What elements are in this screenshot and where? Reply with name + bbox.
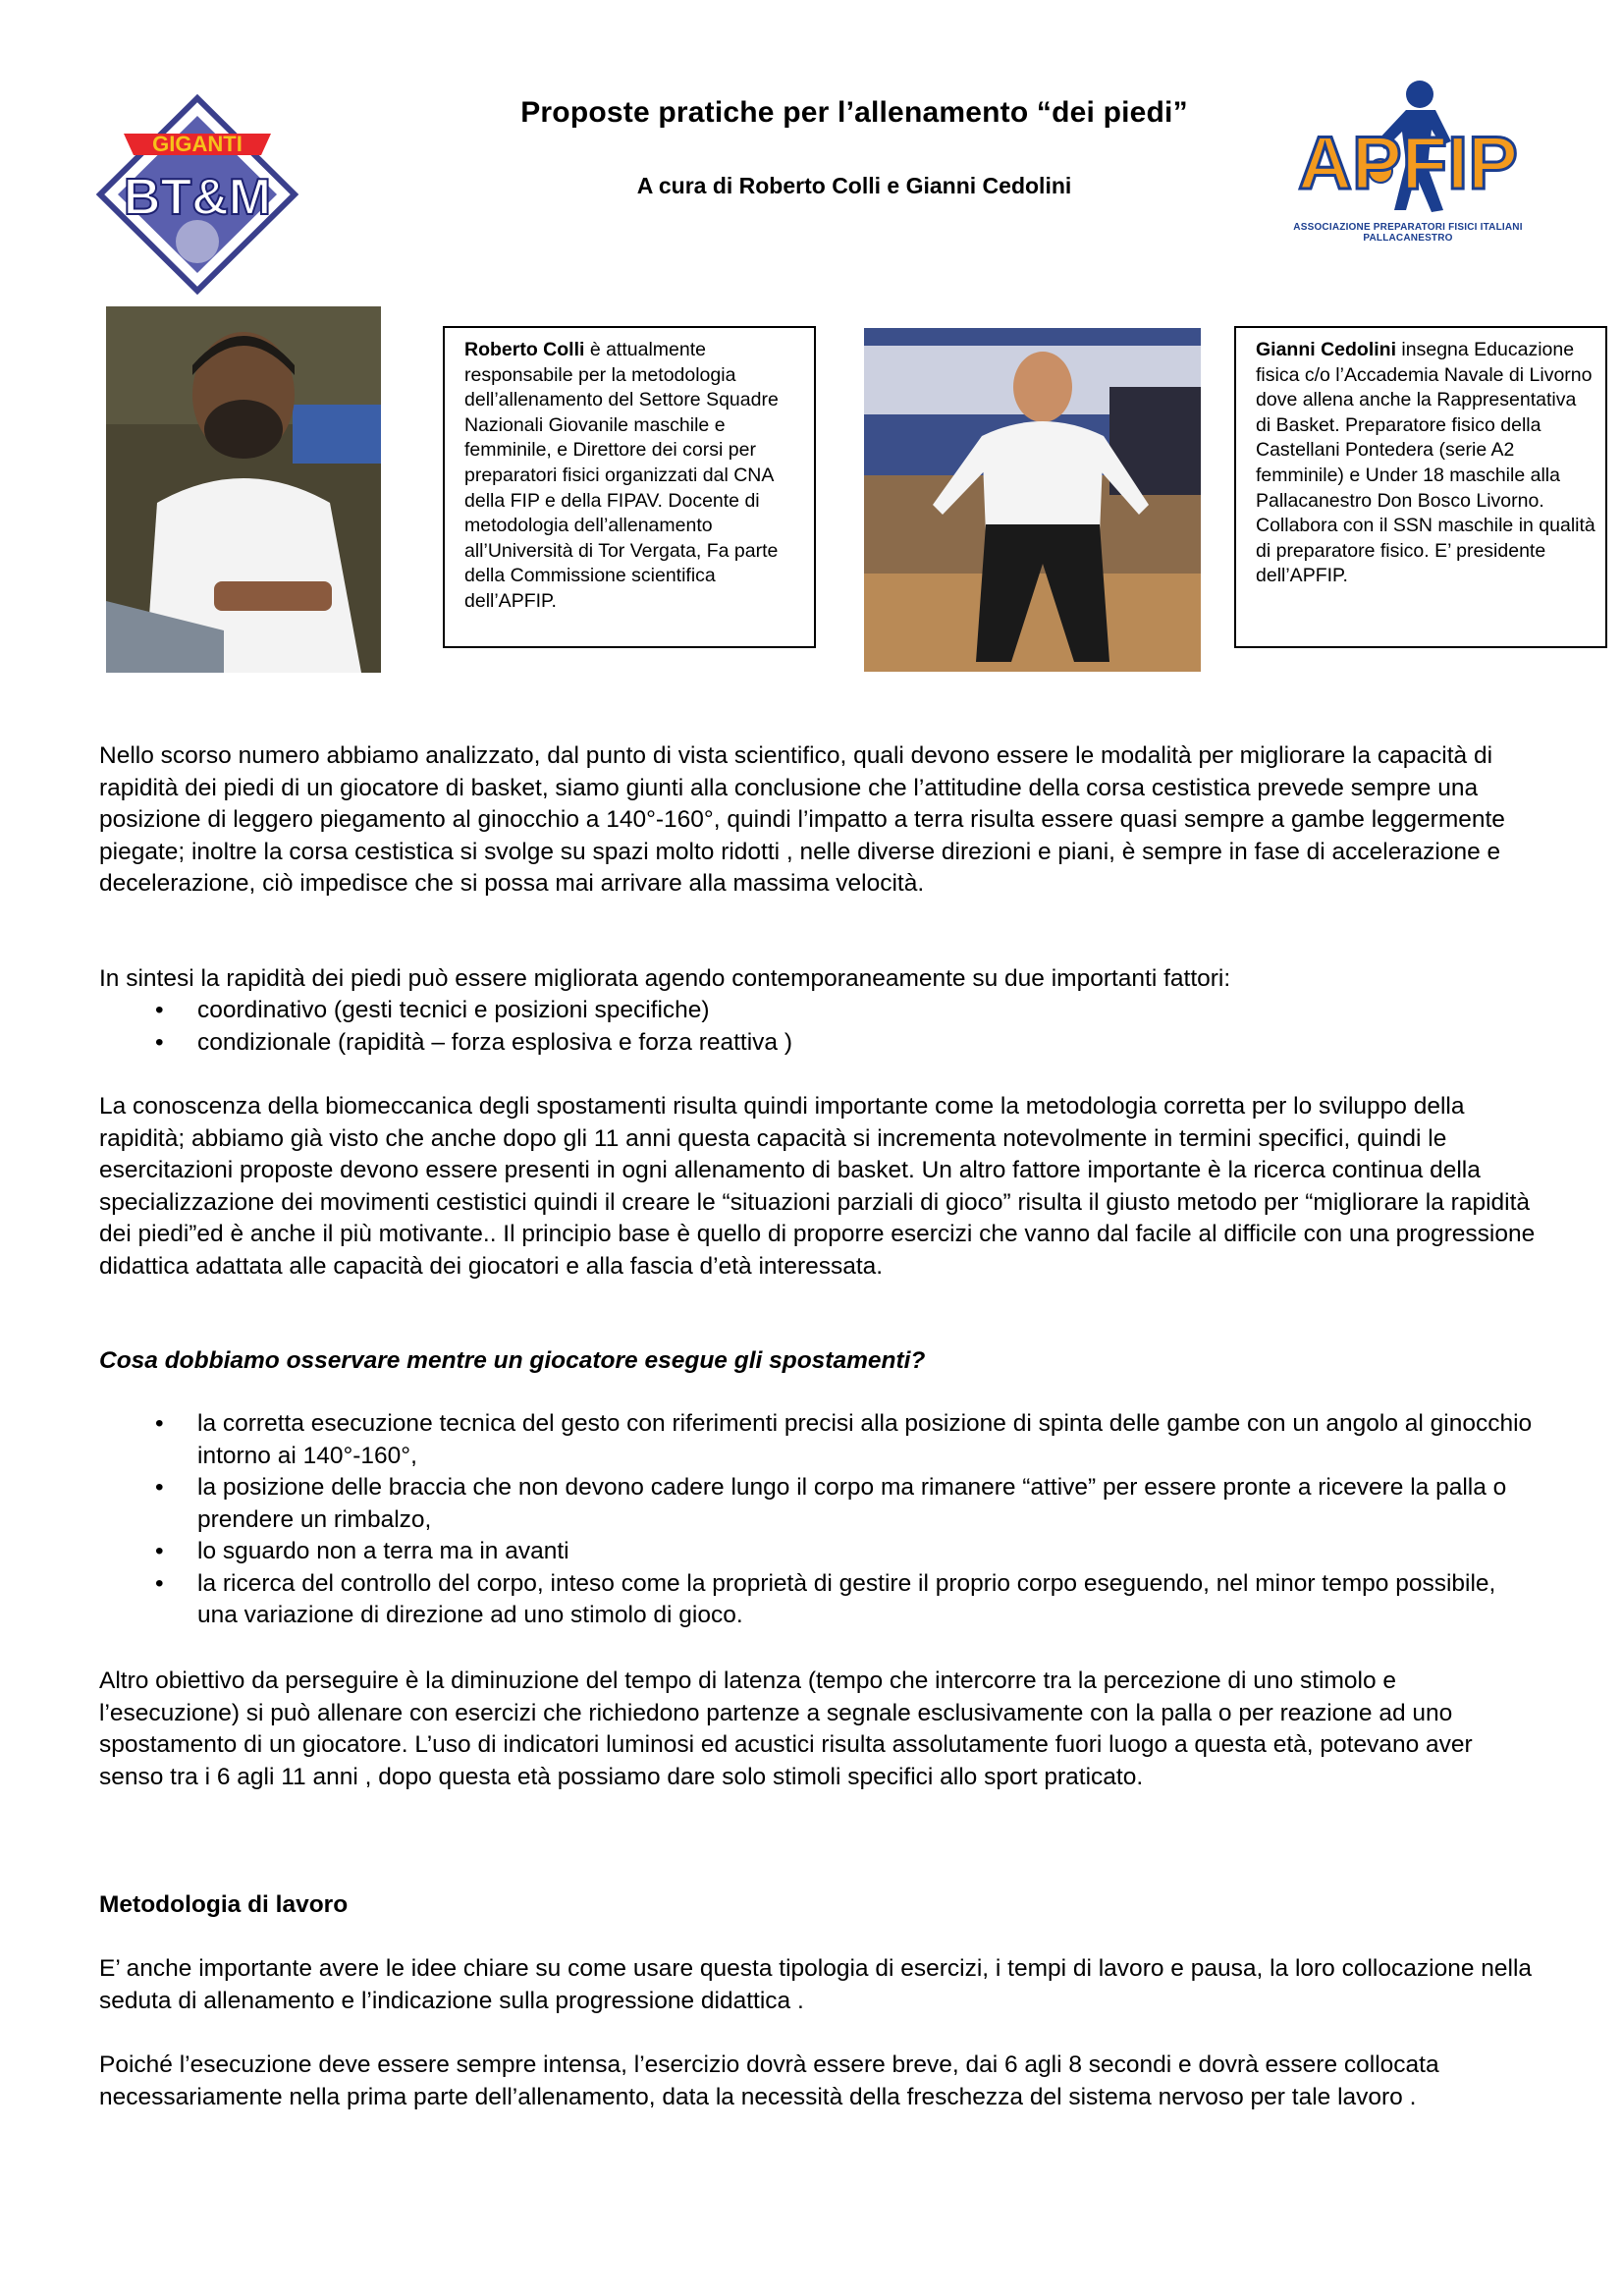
bullet-icon: •: [155, 1569, 164, 1597]
paragraph-biomeccanica: La conoscenza della biomeccanica degli spostamenti risulta quindi importante come la metodologia corretta per lo sviluppo della rapidità; abbiamo già visto che anche dopo gli 11 anni questa capacità si incrementa notevolmente in termini specifici, quindi le esercitazioni proposte devono essere presenti in ogni allenamento di basket. Un altro fattore importante è la ricerca continua della specializzazione dei movimenti cestistici quindi il creare le “situazioni parziali di gioco” risulta il giusto metodo per “migliorare la rapidità dei piedi”ed è anche il più motivante.. Il principio base è quello di proporre esercizi che vanno dal facile al difficile con una progressione didattica adattata alle capacità dei giocatori e alla fascia d’età interessata.: [99, 1093, 1536, 1280]
logo-text-top: GIGANTI: [152, 132, 243, 156]
list-item-text: la ricerca del controllo del corpo, inteso come la proprietà di gestire il proprio corpo eseguendo, nel minor tempo possibile, una variazione di direzione ad uno stimolo di gioco.: [197, 1569, 1496, 1628]
apfip-logo: [1259, 73, 1557, 247]
paragraph-intro: Nello scorso numero abbiamo analizzato, dal punto di vista scientifico, quali devono essere le modalità per migliorare la capacità di rapidità dei piedi di un giocatore di basket, siamo giunti alla conclusione che l’attitudine della corsa cestistica prevede sempre una posizione di leggero piegamento al ginocchio a 140°-160°, quindi l’impatto a terra risulta essere quasi sempre a gambe leggermente piegate; inoltre la corsa cestistica si svolge su spazi molto ridotti , nelle diverse direzioni e piani, è sempre in fase di accelerazione e decelerazione, ciò impedisce che si possa mai arrivare alla massima velocità.: [99, 742, 1505, 897]
list-item-text: coordinativo (gesti tecnici e posizioni specifiche): [197, 997, 710, 1023]
bio-box-colli: [443, 326, 816, 648]
list-item: [99, 1408, 1542, 1472]
photo-roberto-colli: [106, 306, 381, 673]
bio-box-cedolini: [1234, 326, 1607, 648]
page-subtitle: A cura di Roberto Colli e Gianni Cedolini: [636, 173, 1072, 198]
factors-list: [99, 995, 1542, 1059]
bio-name: Roberto Colli: [464, 339, 585, 360]
list-item-text: condizionale (rapidità – forza esplosiva e forza reattiva ): [197, 1028, 793, 1056]
bullet-icon: •: [155, 1410, 164, 1437]
list-item-text: la corretta esecuzione tecnica del gesto con riferimenti precisi alla posizione di spinta delle gambe con un angolo al ginocchio intorno ai 140°-160°,: [197, 1410, 1533, 1469]
paragraph-sintesi: In sintesi la rapidità dei piedi può essere migliorata agendo contemporaneamente su due importanti fattori:: [99, 965, 1231, 992]
list-item: [99, 1568, 1542, 1632]
list-item: [99, 1472, 1542, 1536]
bio-text: è attualmente responsabile per la metodologia dell’allenamento del Settore Squadre Nazionali Giovanile maschile e femminile, e Direttore dei corsi per preparatori fisici organizzati dal CNA della FIP e della FIPAV. Docente di metodologia dell’allenamento all’Università di Tor Vergata, Fa parte della Commissione scientifica dell’APFIP.: [464, 339, 779, 612]
observation-list: [99, 1408, 1542, 1632]
photo-gianni-cedolini: [864, 328, 1201, 672]
logo-text-apfip: APFIP: [1298, 122, 1518, 205]
list-item: [99, 995, 1542, 1027]
basketball-player-logo-icon: [1259, 73, 1557, 220]
bullet-icon: •: [155, 1028, 164, 1056]
paragraph-esecuzione: Poiché l’esecuzione deve essere sempre intensa, l’esercizio dovrà essere breve, dai 6 agli 8 secondi e dovrà essere collocata necessariamente nella prima parte dell’allenamento, data la necessità della freschezza del sistema nervoso per tale lavoro .: [99, 2051, 1439, 2110]
bullet-icon: •: [155, 1474, 164, 1501]
paragraph-idee: E’ anche importante avere le idee chiare su come usare questa tipologia di esercizi, i tempi di lavoro e pausa, la loro collocazione nella seduta di allenamento e l’indicazione sulla progressione didattica .: [99, 1955, 1533, 2014]
bio-name: Gianni Cedolini: [1256, 339, 1397, 360]
list-item-text: la posizione delle braccia che non devono cadere lungo il corpo ma rimanere “attive” per essere pronte a ricevere la palla o prendere un rimbalzo,: [197, 1474, 1507, 1533]
section-heading: Metodologia di lavoro: [99, 1891, 349, 1918]
bullet-icon: •: [155, 1538, 164, 1564]
list-item: [99, 1536, 1542, 1568]
logo-caption: ASSOCIAZIONE PREPARATORI FISICI ITALIANI PALLACANESTRO: [1293, 222, 1523, 244]
paragraph-latenza: Altro obiettivo da perseguire è la diminuzione del tempo di latenza (tempo che intercorre tra la percezione di uno stimolo e l’esecuzione) si può allenare con esercizi che richiedono partenze a segnale esclusivamente con la palla o per reazione ad uno spostamento di un giocatore. L’uso di indicatori luminosi ed acustici risulta assolutamente fuori luogo a questa età, potevano aver senso tra i 6 agli 11 anni , dopo questa età possiamo dare solo stimoli specifici allo sport praticato.: [99, 1667, 1473, 1790]
section-question: Cosa dobbiamo osservare mentre un giocatore esegue gli spostamenti?: [99, 1347, 926, 1374]
btm-logo: [94, 94, 300, 295]
list-item: [99, 1027, 1542, 1060]
list-item-text: lo sguardo non a terra ma in avanti: [197, 1538, 569, 1564]
page-title: Proposte pratiche per l’allenamento “dei piedi”: [520, 96, 1188, 129]
logo-text-main: BT&M: [123, 169, 272, 226]
bullet-icon: •: [155, 997, 164, 1023]
basketball-club-logo-icon: [94, 94, 300, 295]
bio-text: insegna Educazione fisica c/o l’Accademia Navale di Livorno dove allena anche la Rappresentativa di Basket. Preparatore fisico della Castellani Pontedera (serie A2 femminile) e Under 18 maschile alla Pallacanestro Don Bosco Livorno. Collabora con il SSN maschile in qualità di preparatore fisico. E’ presidente dell’APFIP.: [1256, 339, 1595, 587]
